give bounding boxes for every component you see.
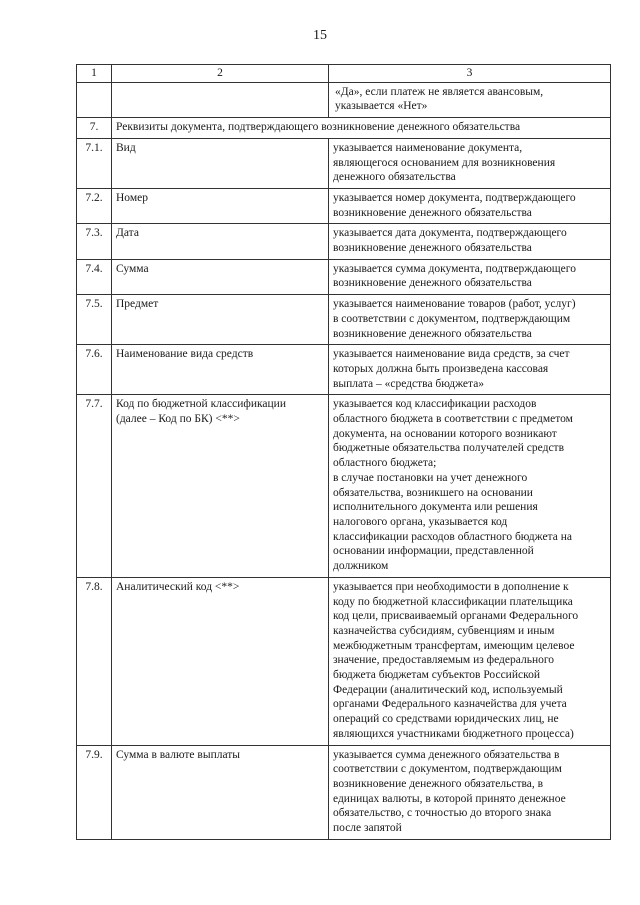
continuation-row (77, 82, 611, 117)
table-row (77, 345, 611, 395)
row-number (77, 82, 112, 117)
row-name: Наименование вида средств (112, 345, 329, 395)
table-header-row (77, 65, 611, 83)
table-row (77, 138, 611, 188)
table-row (77, 224, 611, 259)
table-row (77, 259, 611, 294)
row-number: 7.6. (77, 345, 112, 395)
page-number: 15 (313, 28, 327, 43)
row-name: Сумма (112, 259, 329, 294)
row-number: 7.2. (77, 188, 112, 223)
row-description: указывается код классификации расходов областного бюджета в соответствии с предметом документа, на основании которого возникают бюджетные обязательства получателей средств областного бюджета; в случае постановки на учет денежного обязательства, возникшего на основании исполнительного документа или решения налогового органа, указывается код классификации расходов областного бюджета на основании информации, представленной должником (329, 395, 611, 577)
section-row (77, 118, 611, 139)
requisites-table (76, 64, 611, 840)
table-row (77, 188, 611, 223)
row-description: указывается дата документа, подтверждающего возникновение денежного обязательства (329, 224, 611, 259)
header-col-2: 2 (112, 65, 329, 83)
header-col-1: 1 (77, 65, 112, 83)
table-row (77, 295, 611, 345)
row-number: 7.4. (77, 259, 112, 294)
row-name: Номер (112, 188, 329, 223)
row-number: 7.8. (77, 577, 112, 745)
table-row (77, 395, 611, 577)
row-description: указывается номер документа, подтверждающего возникновение денежного обязательства (329, 188, 611, 223)
row-number: 7.3. (77, 224, 112, 259)
row-description: «Да», если платеж не является авансовым, указывается «Нет» (329, 82, 611, 117)
row-name: Аналитический код <**> (112, 577, 329, 745)
table-row (77, 577, 611, 745)
section-title: Реквизиты документа, подтверждающего возникновение денежного обязательства (112, 118, 611, 139)
table-row (77, 745, 611, 839)
row-description: указывается наименование документа, являющегося основанием для возникновения денежного обязательства (329, 138, 611, 188)
row-number: 7.1. (77, 138, 112, 188)
section-number: 7. (77, 118, 112, 139)
row-name (112, 82, 329, 117)
row-name: Предмет (112, 295, 329, 345)
row-number: 7.9. (77, 745, 112, 839)
row-description: указывается наименование вида средств, за счет которых должна быть произведена кассовая выплата – «средства бюджета» (329, 345, 611, 395)
row-number: 7.7. (77, 395, 112, 577)
row-description: указывается наименование товаров (работ, услуг) в соответствии с документом, подтверждающим возникновение денежного обязательства (329, 295, 611, 345)
row-name: Сумма в валюте выплаты (112, 745, 329, 839)
row-description: указывается сумма денежного обязательства в соответствии с документом, подтверждающим возникновение денежного обязательства, в единицах валюты, в которой принято денежное обязательство, с точностью до второго знака после запятой (329, 745, 611, 839)
header-col-3: 3 (329, 65, 611, 83)
row-description: указывается сумма документа, подтверждающего возникновение денежного обязательства (329, 259, 611, 294)
row-name: Вид (112, 138, 329, 188)
row-name: Дата (112, 224, 329, 259)
row-name: Код по бюджетной классификации (далее – Код по БК) <**> (112, 395, 329, 577)
row-description: указывается при необходимости в дополнение к коду по бюджетной классификации плательщика код цели, присваиваемый органами Федерального казначейства субсидиям, субвенциям и иным межбюджетным трансфертам, имеющим целевое значение, предоставляемым из федерального бюджета бюджетам субъектов Российской Федерации (аналитический код, используемый органами Федерального казначейства для учета операций со средствами юридических лиц, не являющихся участниками бюджетного процесса) (329, 577, 611, 745)
row-number: 7.5. (77, 295, 112, 345)
